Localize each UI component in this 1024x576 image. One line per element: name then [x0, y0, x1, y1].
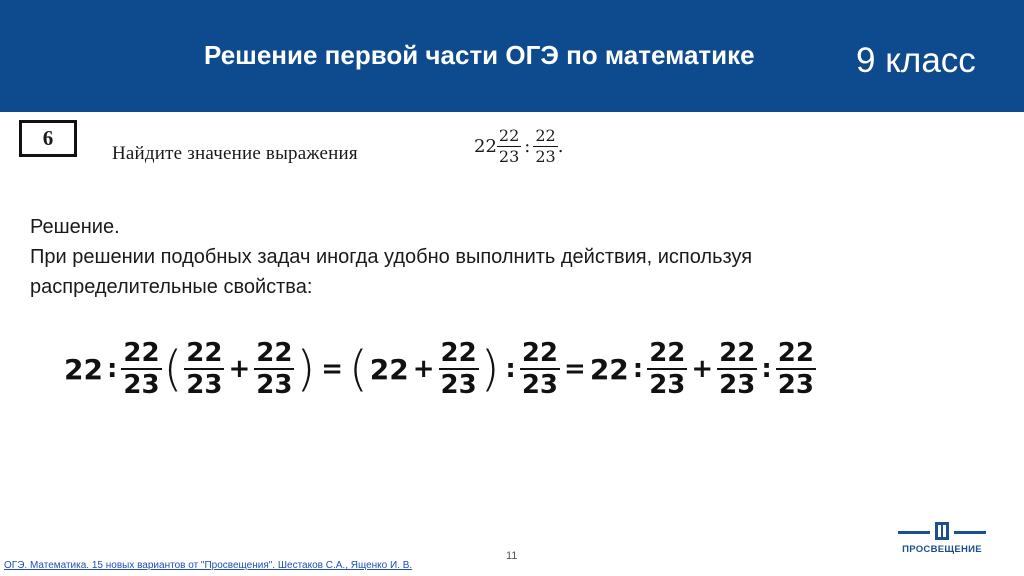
fraction-denominator: 23	[777, 370, 814, 400]
formula-colon: :	[632, 354, 644, 384]
fraction-numerator: 22	[777, 338, 814, 368]
formula-fraction	[717, 340, 757, 398]
title-bar	[0, 0, 1024, 112]
formula-fraction	[776, 340, 816, 398]
fraction-denominator: 23	[719, 370, 756, 400]
formula-whole: 22	[64, 352, 103, 386]
formula-fraction	[439, 340, 479, 398]
task-fraction-1	[497, 128, 521, 165]
formula-fraction	[520, 340, 560, 398]
close-paren: )	[480, 341, 500, 397]
formula-plus: +	[691, 354, 714, 384]
open-paren: (	[163, 341, 183, 397]
close-paren: )	[296, 341, 316, 397]
page-number: 11	[506, 550, 518, 562]
slide-title: Решение первой части ОГЭ по математике	[204, 40, 755, 70]
formula-plus: +	[412, 354, 435, 384]
publisher-logo-icon	[892, 521, 992, 543]
formula-equals: =	[564, 354, 586, 384]
formula-plus: +	[228, 354, 251, 384]
publisher-logo-text: ПРОСВЕЩЕНИЕ	[902, 544, 982, 555]
formula-colon: :	[505, 354, 516, 384]
period: .	[557, 136, 564, 157]
formula-whole: 22	[369, 352, 409, 386]
fraction-numerator: 22	[186, 338, 223, 368]
fraction-numerator: 22	[535, 126, 556, 145]
formula-fraction	[184, 340, 224, 398]
fraction-denominator: 23	[649, 370, 686, 400]
solution-line-1: При решении подобных задач иногда удобно выполнить действия, используя	[30, 246, 753, 268]
solution-line-2: распределительные свойства:	[30, 276, 313, 298]
task-fraction-2	[533, 128, 557, 165]
fraction-denominator: 23	[535, 147, 556, 166]
task-whole: 22	[474, 136, 497, 157]
grade-label: 9 класс	[856, 41, 976, 80]
formula-fraction	[647, 340, 687, 398]
task-prompt: Найдите значение выражения	[112, 143, 358, 164]
formula-whole: 22	[589, 352, 629, 386]
formula-fraction	[121, 340, 161, 398]
fraction-numerator: 22	[256, 338, 293, 368]
fraction-denominator: 23	[123, 370, 160, 400]
fraction-numerator: 22	[719, 338, 756, 368]
solution-formula	[64, 340, 816, 398]
fraction-numerator: 22	[521, 338, 559, 368]
solution-heading: Решение.	[30, 216, 120, 238]
fraction-denominator: 23	[521, 370, 559, 400]
fraction-denominator: 23	[440, 370, 477, 400]
formula-colon: :	[761, 354, 772, 384]
fraction-denominator: 23	[498, 147, 520, 166]
formula-equals: =	[321, 354, 343, 384]
fraction-numerator: 22	[498, 126, 520, 145]
source-link[interactable]: ОГЭ. Математика. 15 новых вариантов от "Просвещения". Шестаков С.А., Ященко И. В.	[4, 560, 413, 571]
task-number: 6	[42, 126, 54, 150]
fraction-numerator: 22	[123, 338, 160, 368]
open-paren: (	[349, 341, 368, 397]
task-number-box	[19, 120, 77, 157]
fraction-numerator: 22	[649, 338, 686, 368]
task-expression	[474, 128, 563, 165]
publisher-logo	[892, 521, 992, 555]
formula-colon: :	[106, 354, 118, 384]
divide-sign: :	[524, 136, 531, 157]
fraction-denominator: 23	[256, 370, 293, 400]
solution-text	[30, 212, 930, 302]
fraction-numerator: 22	[440, 338, 477, 368]
fraction-denominator: 23	[186, 370, 223, 400]
formula-fraction	[254, 340, 294, 398]
